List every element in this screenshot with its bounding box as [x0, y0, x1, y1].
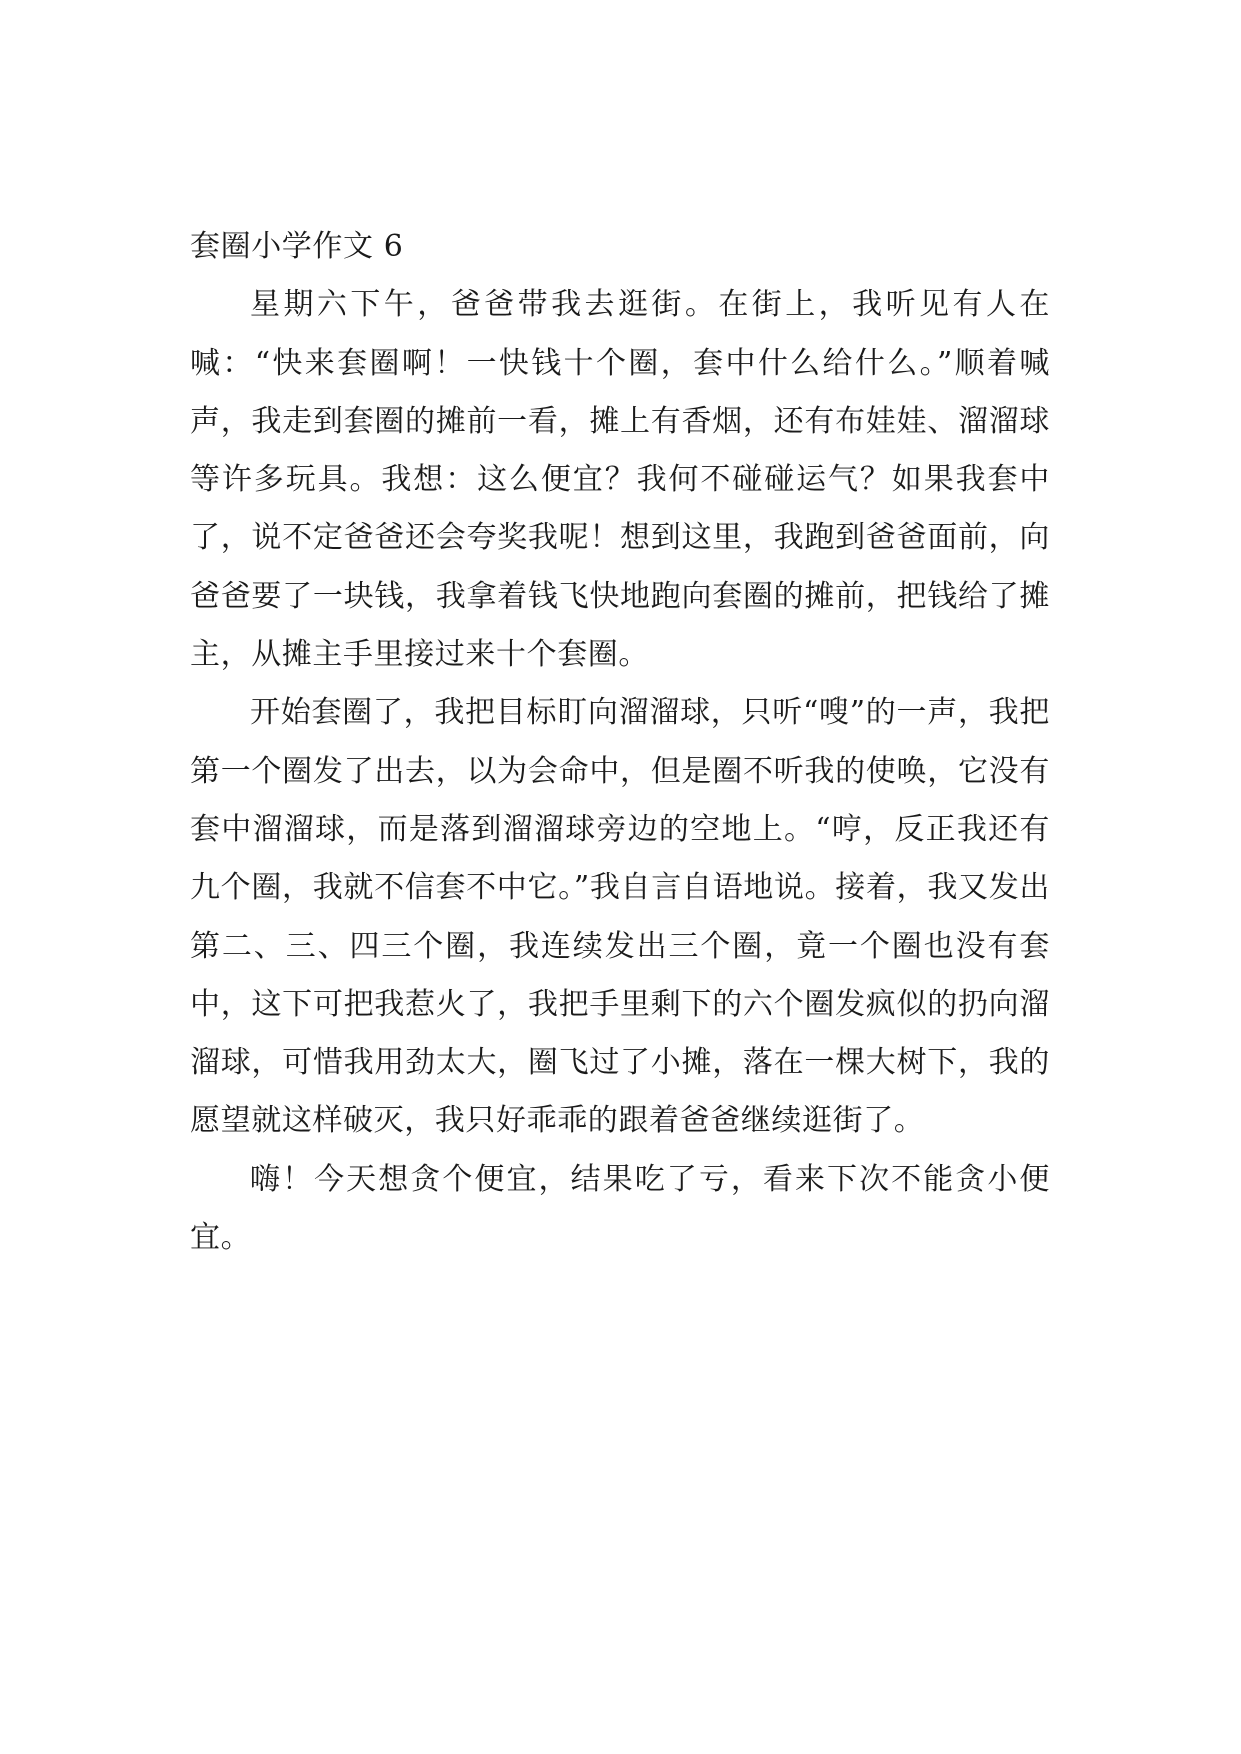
document-title: 套圈小学作文 6 [190, 229, 404, 264]
paragraph-3: 嗨！今天想贪个便宜，结果吃了亏，看来下次不能贪小便宜。 [190, 1161, 1050, 1256]
paragraph-1: 星期六下午，爸爸带我去逛街。在街上，我听见有人在喊：“快来套圈啊！一快钱十个圈，套中什么给什么。”顺着喊声，我走到套圈的摊前一看，摊上有香烟，还有布娃娃、溜溜球等许多玩具。我想：这么便宜？我何不碰碰运气？如果我套中了，说不定爸爸还会夸奖我呢！想到这里，我跑到爸爸面前，向爸爸要了一块钱，我拿着钱飞快地跑向套圈的摊前，把钱给了摊主，从摊主手里接过来十个套圈。 [190, 287, 1050, 673]
paragraph-2: 开始套圈了，我把目标盯向溜溜球，只听“嗖”的一声，我把第一个圈发了出去，以为会命中，但是圈不听我的使唤，它没有套中溜溜球，而是落到溜溜球旁边的空地上。“哼，反正我还有九个圈，我就不信套不中它。”我自言自语地说。接着，我又发出第二、三、四三个圈，我连续发出三个圈，竟一个圈也没有套中，这下可把我惹火了，我把手里剩下的六个圈发疯似的扔向溜溜球，可惜我用劲太大，圈飞过了小摊，落在一棵大树下，我的愿望就这样破灭，我只好乖乖的跟着爸爸继续逛街了。 [190, 695, 1050, 1139]
document-body [190, 218, 1050, 1267]
